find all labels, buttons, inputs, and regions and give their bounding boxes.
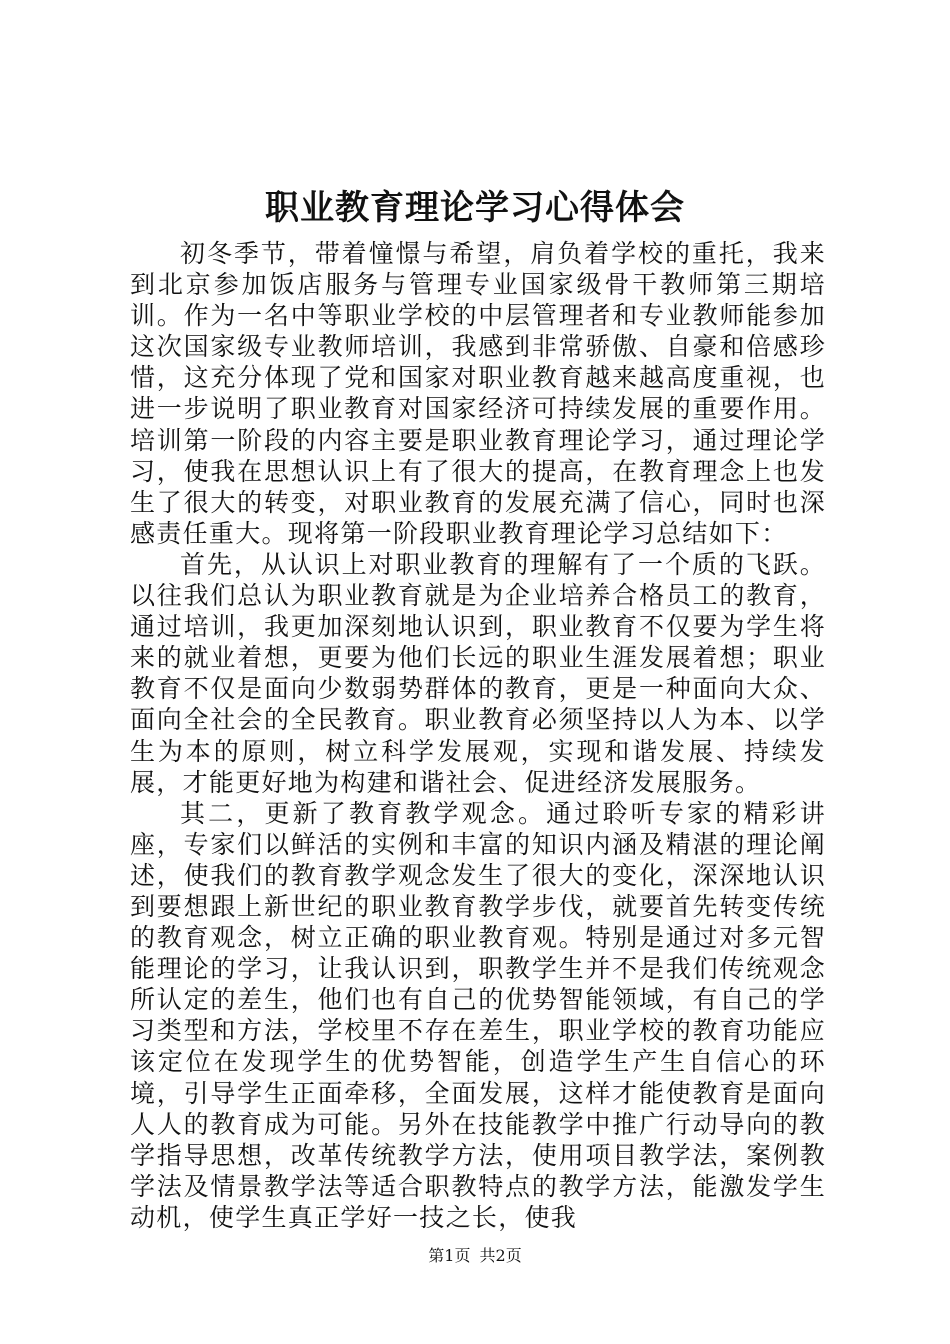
page-total: 共2页 [479, 1246, 522, 1265]
paragraph-intro: 初冬季节，带着憧憬与希望，肩负着学校的重托，我来到北京参加饭店服务与管理专业国家级骨干教师第三期培训。作为一名中等职业学校的中层管理者和专业教师能参加这次国家级专业教师培训，我感到非常骄傲、自豪和倍感珍惜，这充分体现了党和国家对职业教育越来越高度重视，也进一步说明了职业教育对国家经济可持续发展的重要作用。培训第一阶段的内容主要是职业教育理论学习，通过理论学习，使我在思想认识上有了很大的提高，在教育理念上也发生了很大的转变，对职业教育的发展充满了信心，同时也深感责任重大。现将第一阶段职业教育理论学习总结如下： [130, 239, 826, 548]
page-footer [0, 1246, 950, 1266]
document-body [130, 238, 826, 1233]
document-title: 职业教育理论学习心得体会 [265, 188, 685, 228]
paragraph-second-point: 其二，更新了教育教学观念。通过聆听专家的精彩讲座，专家们以鲜活的实例和丰富的知识内涵及精湛的理论阐述，使我们的教育教学观念发生了很大的变化，深深地认识到要想跟上新世纪的职业教育教学步伐，就要首先转变传统的教育观念，树立正确的职业教育观。特别是通过对多元智能理论的学习，让我认识到，职教学生并不是我们传统观念所认定的差生，他们也有自己的优势智能领域，有自己的学习类型和方法，学校里不存在差生，职业学校的教育功能应该定位在发现学生的优势智能，创造学生产生自信心的环境，引导学生正面牵移，全面发展，这样才能使教育是面向人人的教育成为可能。另外在技能教学中推广行动导向的教学指导思想，改革传统教学方法，使用项目教学法，案例教学法及情景教学法等适合职教特点的教学方法，能激发学生动机，使学生真正学好一技之长，使我 [130, 798, 826, 1232]
paragraph-first-point: 首先，从认识上对职业教育的理解有了一个质的飞跃。以往我们总认为职业教育就是为企业培养合格员工的教育，通过培训，我更加深刻地认识到，职业教育不仅要为学生将来的就业着想，更要为他们长远的职业生涯发展着想；职业教育不仅是面向少数弱势群体的教育，更是一种面向大众、面向全社会的全民教育。职业教育必须坚持以人为本、以学生为本的原则，树立科学发展观，实现和谐发展、持续发展，才能更好地为构建和谐社会、促进经济发展服务。 [130, 549, 826, 797]
page-number: 第1页 [428, 1246, 471, 1265]
